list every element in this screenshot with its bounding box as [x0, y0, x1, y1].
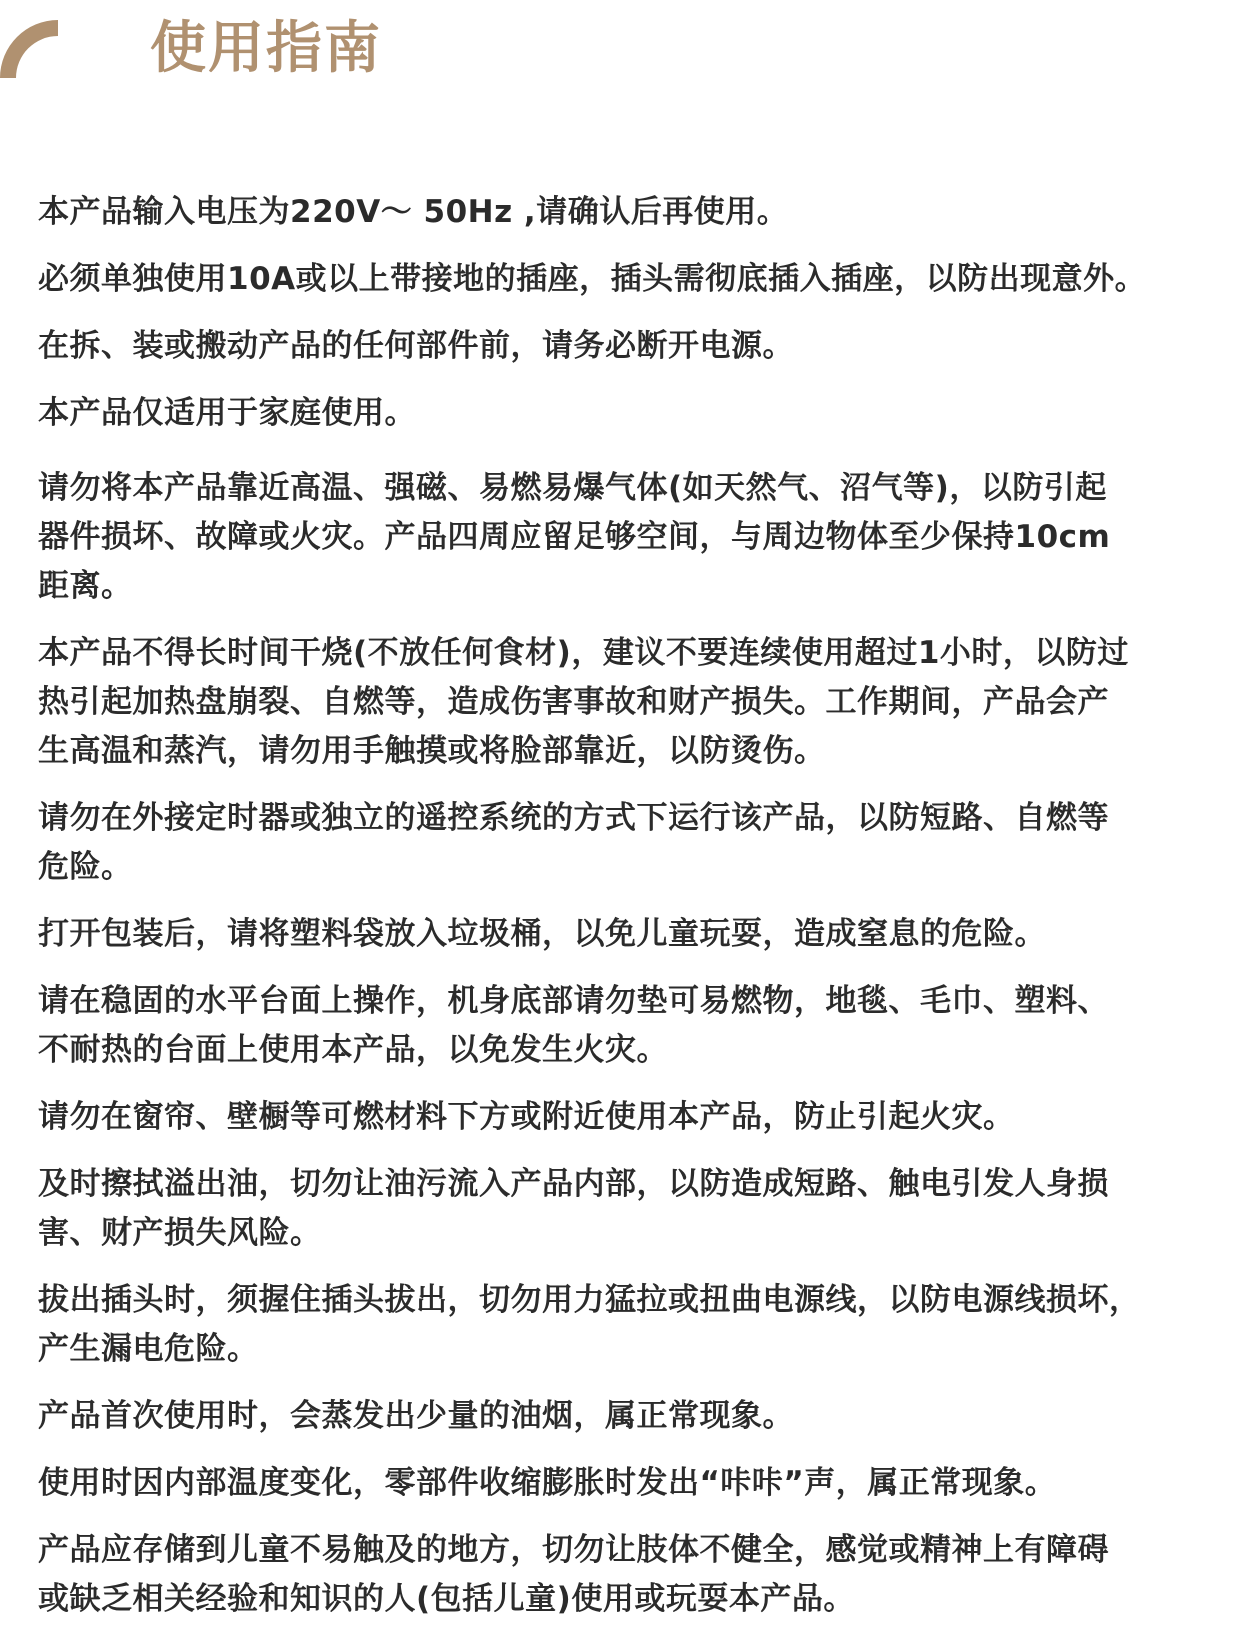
guide-item-packaging: 打开包装后，请将塑料袋放入垃圾桶，以免儿童玩耍，造成窒息的危险。	[38, 916, 1046, 952]
guide-item-socket: 必须单独使用10A或以上带接地的插座，插头需彻底插入插座，以防出现意外。	[38, 261, 1147, 297]
guide-item-voltage: 本产品输入电压为220V～ 50Hz ,请确认后再使用。	[38, 194, 789, 230]
guide-item-child-safety: 产品应存储到儿童不易触及的地方，切勿让肢体不健全，感觉或精神上有障碍 或缺乏相关经验和知识的人(包括儿童)使用或玩耍本产品。	[38, 1532, 1109, 1617]
guide-item-unplugging: 拔出插头时，须握住插头拔出，切勿用力猛拉或扭曲电源线，以防电源线损坏， 产生漏电危险。	[38, 1282, 1141, 1367]
guide-item-dry-burning: 本产品不得长时间干烧(不放任何食材)，建议不要连续使用超过1小时，以防过 热引起加热盘崩裂、自燃等，造成伤害事故和财产损失。工作期间，产品会产 生高温和蒸汽，请勿用手触摸或将脸部靠近，以防烫伤。	[38, 635, 1129, 769]
guide-item-flammable-materials: 请勿在窗帘、壁橱等可燃材料下方或附近使用本产品，防止引起火灾。	[38, 1099, 1015, 1135]
page-title: 使用指南	[150, 16, 382, 81]
page-header	[0, 0, 1235, 100]
guide-item-oil-spills: 及时擦拭溢出油，切勿让油污流入产品内部，以防造成短路、触电引发人身损 害、财产损失风险。	[38, 1166, 1109, 1251]
guide-item-first-use-smoke: 产品首次使用时，会蒸发出少量的油烟，属正常现象。	[38, 1398, 794, 1434]
guide-item-disconnect-power: 在拆、装或搬动产品的任何部件前，请务必断开电源。	[38, 328, 794, 364]
guide-item-external-timer: 请勿在外接定时器或独立的遥控系统的方式下运行该产品，以防短路、自燃等 危险。	[38, 800, 1109, 885]
guide-content	[38, 188, 1228, 1624]
guide-item-clicking-sound: 使用时因内部温度变化，零部件收缩膨胀时发出“咔咔”声，属正常现象。	[38, 1465, 1057, 1501]
guide-item-household-use: 本产品仅适用于家庭使用。	[38, 395, 416, 431]
guide-item-stable-surface: 请在稳固的水平台面上操作，机身底部请勿垫可易燃物，地毯、毛巾、塑料、 不耐热的台面上使用本产品，以免发生火灾。	[38, 983, 1109, 1068]
guide-item-heat-sources: 请勿将本产品靠近高温、强磁、易燃易爆气体(如天然气、沼气等)，以防引起 器件损坏、故障或火灾。产品四周应留足够空间，与周边物体至少保持10cm 距离。	[38, 470, 1111, 604]
quarter-arc-decoration-icon	[0, 20, 64, 84]
